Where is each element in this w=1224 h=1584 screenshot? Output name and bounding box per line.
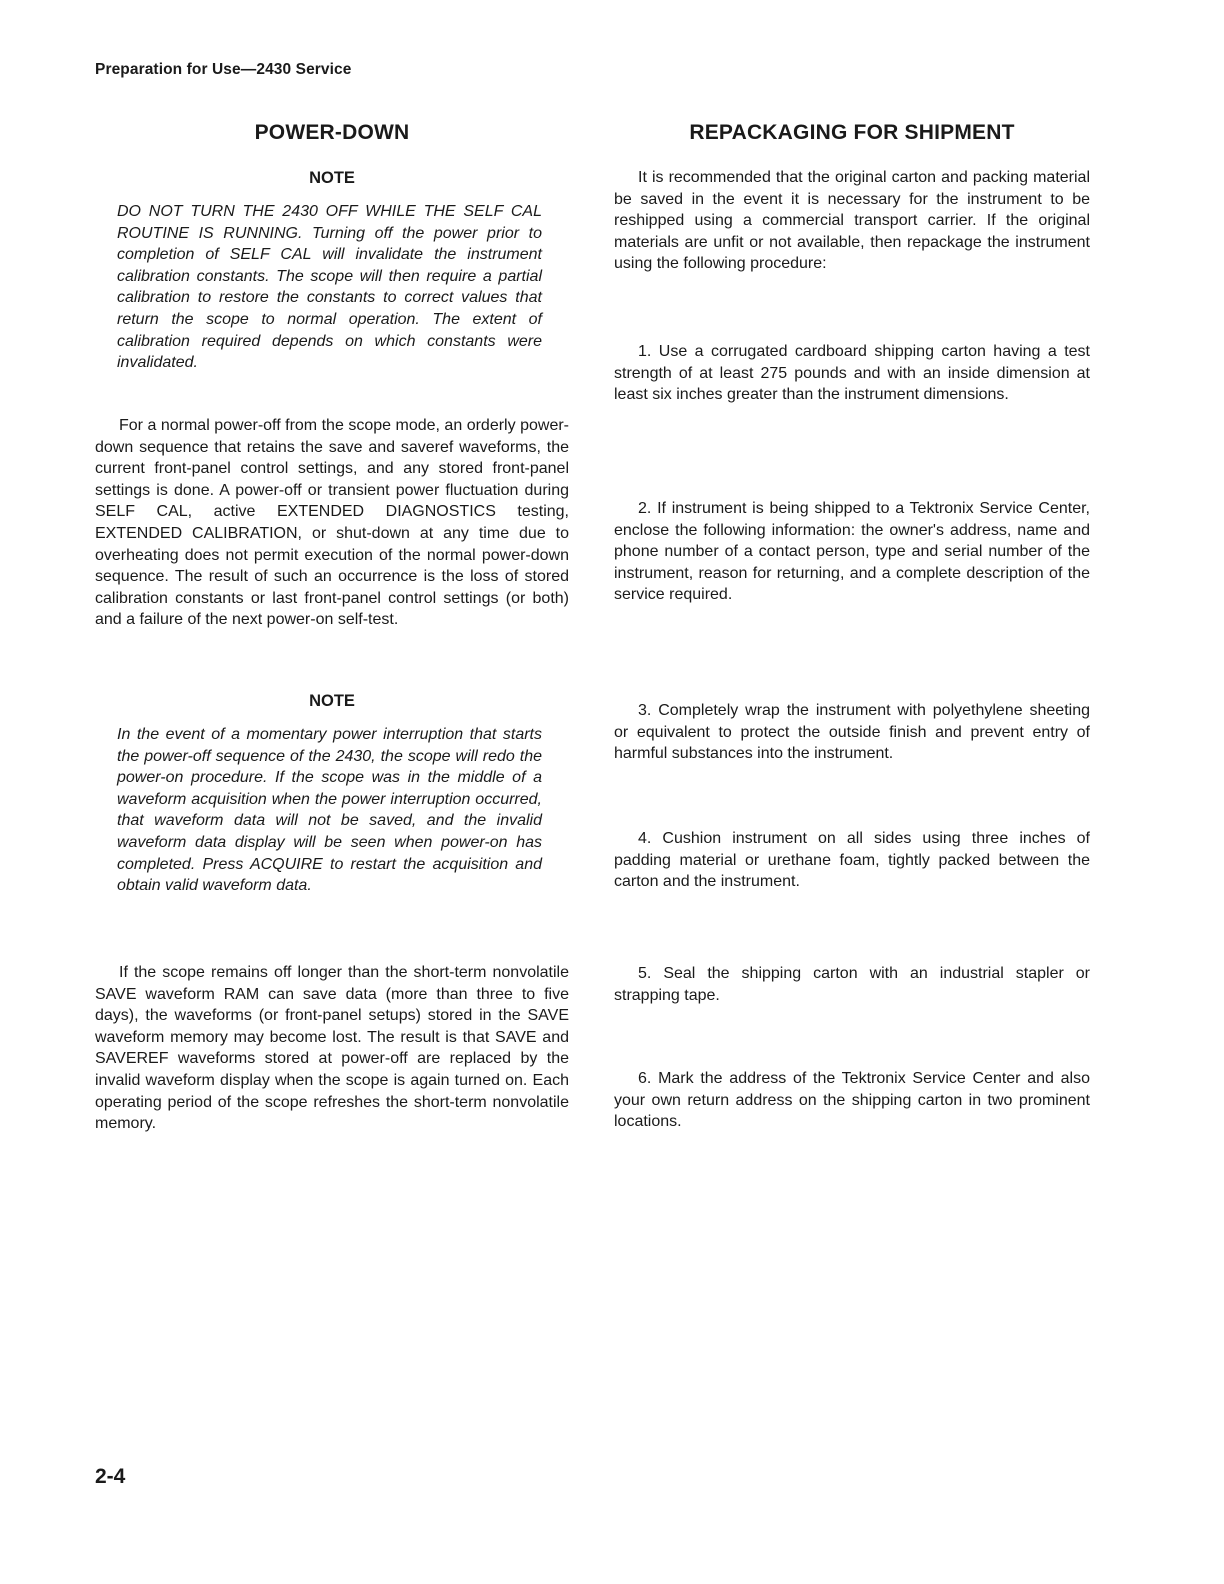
repackaging-title: REPACKAGING FOR SHIPMENT [689,121,1015,144]
nonvolatile-paragraph: If the scope remains off longer than the short-term nonvolatile SAVE waveform RAM can save data (more than three to five days), the waveforms (or front-panel setups) stored in the SAVE waveform memory may become lost. The result is that SAVE and SAVEREF waveforms stored at power-off are replaced by the invalid waveform display when the scope is again turned on. Each operating period of the scope refreshes the short-term nonvolatile memory. [95,964,569,1133]
repackaging-intro: It is recommended that the original carton and packing material be saved in the event it is necessary for the instrument to be reshipped using a commercial transport carrier. If the original materials are unfit or not available, then repackage the instrument using the following procedure: [614,169,1090,273]
note-heading-2: NOTE [309,692,355,710]
note-body-1: DO NOT TURN THE 2430 OFF WHILE THE SELF CAL ROUTINE IS RUNNING. Turning off the power prior to completion of SELF CAL will invalidate the instrument calibration constants. The scope will then require a partial calibration to restore the constants to correct values that return the scope to normal operation. The extent of calibration required depends on which constants were invalidated. [117,203,542,372]
power-off-paragraph: For a normal power-off from the scope mode, an orderly power-down sequence that retains the save and saveref waveforms, the current front-panel control settings, and any stored front-panel settings is done. A power-off or transient power fluctuation during SELF CAL, active EXTENDED DIAGNOSTICS testing, EXTENDED CALIBRATION, or shut-down at any time due to overheating does not permit execution of the normal power-down sequence. The result of such an occurrence is the loss of stored calibration constants or last front-panel control settings (or both) and a failure of the next power-on self-test. [95,417,569,629]
step-item: 6. Mark the address of the Tektronix Service Center and also your own return address on the shipping carton in two prominent locations. [614,1070,1090,1131]
step-item: 2. If instrument is being shipped to a Tektronix Service Center, enclose the following information: the owner's address, name and phone number of a contact person, type and serial number of the instrument, reason for returning, and a complete description of the service required. [614,500,1090,604]
step-item: 4. Cushion instrument on all sides using three inches of padding material or urethane foam, tightly packed between the carton and the instrument. [614,830,1090,891]
step-item: 3. Completely wrap the instrument with polyethylene sheeting or equivalent to protect the outside finish and prevent entry of harmful substances into the instrument. [614,702,1090,763]
note-heading-1: NOTE [309,169,355,187]
power-down-title: POWER-DOWN [254,121,410,144]
power-down-section [95,0,569,1200]
repackaging-section [614,0,1090,1200]
step-item: 1. Use a corrugated cardboard shipping carton having a test strength of at least 275 pounds and with an inside dimension at least six inches greater than the instrument dimensions. [614,343,1090,404]
page-number: 2-4 [95,1465,126,1488]
note-body-2: In the event of a momentary power interruption that starts the power-off sequence of the 2430, the scope will redo the power-on procedure. If the scope was in the middle of a waveform acquisition when the power interruption occurred, that waveform data will not be saved, and the invalid waveform data display will be seen when power-on has completed. Press ACQUIRE to restart the acquisition and obtain valid waveform data. [117,726,542,895]
running-head: Preparation for Use—2430 Service [95,61,352,78]
step-item: 5. Seal the shipping carton with an industrial stapler or strapping tape. [614,965,1090,1004]
